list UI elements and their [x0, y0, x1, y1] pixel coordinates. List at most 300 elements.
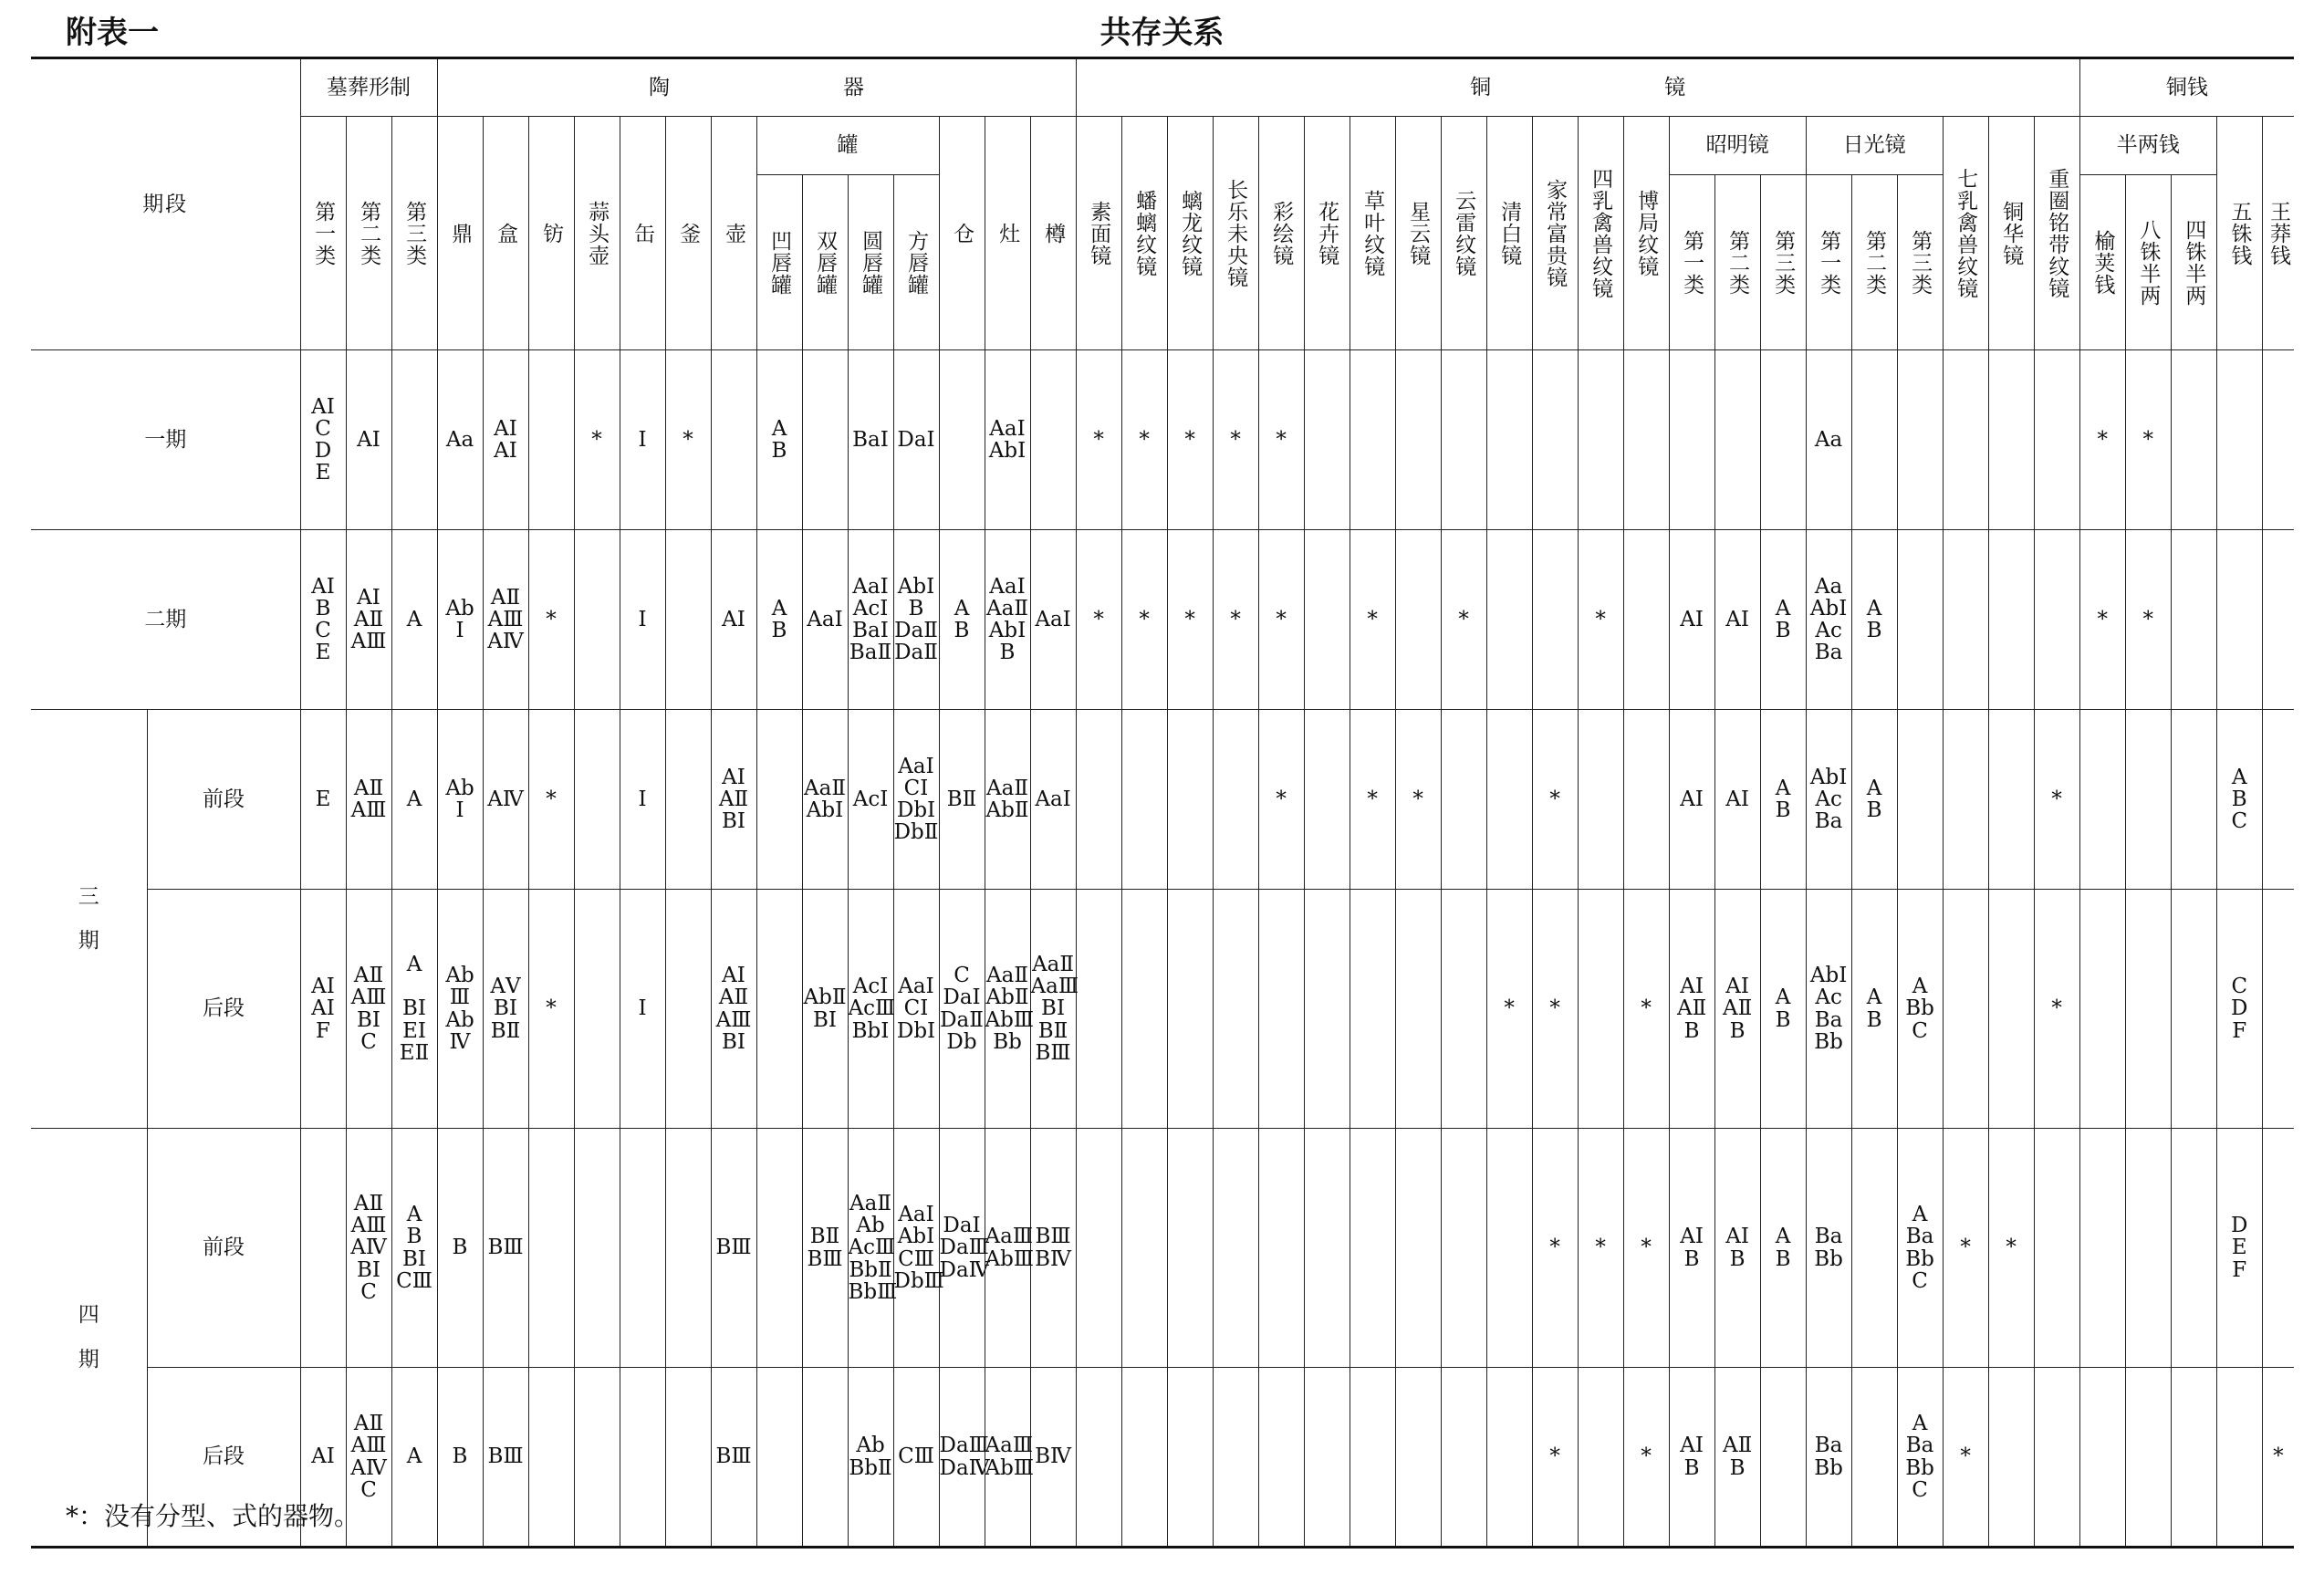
col-zun: 樽	[1030, 117, 1076, 350]
data-cell	[1943, 890, 1988, 1129]
data-cell: AaⅠ	[802, 530, 848, 710]
period-1-label: 一期	[31, 350, 300, 530]
data-cell	[2125, 890, 2171, 1129]
data-cell	[1258, 1368, 1304, 1548]
col-xingyun-mirror: 星云镜	[1395, 117, 1441, 350]
data-cell	[1213, 890, 1258, 1129]
data-cell	[2171, 530, 2216, 710]
data-cell	[2262, 890, 2294, 1129]
data-cell: *	[1578, 1129, 1623, 1368]
data-cell: DaⅠ DaⅢ DaⅣ	[939, 1129, 985, 1368]
data-cell: A	[391, 1368, 437, 1548]
data-cell: Ab Ⅰ	[437, 530, 483, 710]
col-riguang-2: 第二类	[1851, 175, 1897, 350]
data-cell: AaⅠ AcⅠ BaⅠ BaⅡ	[848, 530, 893, 710]
data-cell	[1350, 890, 1395, 1129]
data-cell: DaⅢ DaⅣ	[939, 1368, 985, 1548]
data-cell	[620, 1368, 665, 1548]
data-cell: BⅡ BⅢ	[802, 1129, 848, 1368]
col-sizhu-coin: 四铢半两	[2171, 175, 2216, 350]
data-cell: A	[391, 530, 437, 710]
col-tomb-3: 第三类	[391, 117, 437, 350]
data-cell: AⅠ	[346, 350, 391, 530]
data-cell	[1304, 1368, 1350, 1548]
period-3-early-label: 前段	[147, 710, 300, 890]
data-cell	[1988, 710, 2034, 890]
period-3-late-label: 后段	[147, 890, 300, 1129]
data-cell	[1897, 530, 1943, 710]
col-caoye-mirror: 草叶纹镜	[1350, 117, 1395, 350]
data-cell: AaⅠ AbⅠ	[985, 350, 1030, 530]
col-bazhu-coin: 八铢半两	[2125, 175, 2171, 350]
data-cell	[1441, 350, 1486, 530]
data-cell	[2216, 350, 2262, 530]
footnote: *：没有分型、式的器物。	[66, 1501, 360, 1531]
col-huahui-mirror: 花卉镜	[1304, 117, 1350, 350]
data-cell	[665, 890, 711, 1129]
data-cell: A BⅠ EⅠ EⅡ	[391, 890, 437, 1129]
data-cell	[665, 710, 711, 890]
col-siru-mirror: 四乳禽兽纹镜	[1578, 117, 1623, 350]
data-cell: *	[1076, 350, 1121, 530]
col-yunlei-mirror: 云雷纹镜	[1441, 117, 1486, 350]
data-cell: *	[528, 710, 574, 890]
data-cell: *	[1121, 350, 1167, 530]
data-cell: AⅡ AⅢ AⅣ BⅠ C	[346, 1129, 391, 1368]
data-cell	[1395, 350, 1441, 530]
data-cell: C DaⅠ DaⅡ Db	[939, 890, 985, 1129]
data-cell	[2034, 350, 2079, 530]
tomb-group-header: 墓葬形制	[300, 58, 437, 117]
data-cell	[574, 1368, 620, 1548]
data-cell: AⅠ	[711, 530, 756, 710]
data-cell: *	[1213, 530, 1258, 710]
data-cell	[1486, 1129, 1532, 1368]
data-cell: *	[2034, 890, 2079, 1129]
mirror-header-char-1: 铜	[1470, 75, 1492, 99]
data-cell: AbⅡ BⅠ	[802, 890, 848, 1129]
row-period-1	[31, 350, 2294, 530]
data-cell: AbⅠ Ac Ba Bb	[1806, 890, 1851, 1129]
data-cell: B	[437, 1129, 483, 1368]
data-cell	[1258, 1129, 1304, 1368]
data-cell: A	[391, 710, 437, 890]
pottery-header-char-2: 器	[843, 75, 865, 99]
data-cell: A B	[1760, 530, 1806, 710]
data-cell	[939, 350, 985, 530]
header-row-2	[31, 117, 2294, 175]
data-cell	[2171, 710, 2216, 890]
col-he: 盒	[483, 117, 528, 350]
data-cell	[1304, 710, 1350, 890]
data-cell: *	[1441, 530, 1486, 710]
data-cell	[2125, 1129, 2171, 1368]
data-cell: AⅠ AⅠ F	[300, 890, 346, 1129]
data-cell: B	[437, 1368, 483, 1548]
zhaoming-subgroup-header: 昭明镜	[1669, 117, 1806, 175]
col-riguang-1: 第一类	[1806, 175, 1851, 350]
data-cell	[620, 1129, 665, 1368]
data-cell	[802, 1368, 848, 1548]
period-4-label	[31, 1129, 147, 1548]
data-cell	[2079, 1129, 2125, 1368]
data-cell	[1441, 710, 1486, 890]
data-cell	[1167, 1129, 1213, 1368]
data-cell: *	[1532, 890, 1578, 1129]
data-cell: AaⅡ Ab AcⅢ BbⅡ BbⅢ	[848, 1129, 893, 1368]
data-cell	[1258, 890, 1304, 1129]
col-qingbai-mirror: 清白镜	[1486, 117, 1532, 350]
data-cell: *	[2079, 350, 2125, 530]
data-cell	[2171, 890, 2216, 1129]
col-zhaoming-3: 第三类	[1760, 175, 1806, 350]
data-cell	[1988, 530, 2034, 710]
data-cell	[1532, 530, 1578, 710]
data-cell	[2125, 1368, 2171, 1548]
data-cell	[2262, 1129, 2294, 1368]
data-cell: AⅠ B	[1669, 1129, 1714, 1368]
data-cell	[1897, 710, 1943, 890]
data-cell: AⅠ AⅡ B	[1714, 890, 1760, 1129]
data-cell	[1213, 1368, 1258, 1548]
col-chongquan-mirror: 重圈铭带纹镜	[2034, 117, 2079, 350]
data-cell	[1851, 350, 1897, 530]
data-cell: AⅡ AⅢ BⅠ C	[346, 890, 391, 1129]
data-cell: *	[1486, 890, 1532, 1129]
data-cell	[1851, 1129, 1897, 1368]
data-cell	[1030, 350, 1076, 530]
data-cell: AⅠ B	[1714, 1129, 1760, 1368]
data-cell: AⅠ AⅠ	[483, 350, 528, 530]
data-cell	[1076, 890, 1121, 1129]
data-cell	[1441, 1368, 1486, 1548]
data-cell	[2171, 1129, 2216, 1368]
col-hu: 壶	[711, 117, 756, 350]
data-cell: AaⅢ AbⅢ	[985, 1368, 1030, 1548]
data-cell: AⅠ	[1669, 710, 1714, 890]
data-cell: BⅢ	[711, 1129, 756, 1368]
data-cell: Ab BbⅡ	[848, 1368, 893, 1548]
data-cell: DaⅠ	[893, 350, 939, 530]
data-cell	[528, 1368, 574, 1548]
col-jiachang-mirror: 家常富贵镜	[1532, 117, 1578, 350]
data-cell: A B BⅠ CⅢ	[391, 1129, 437, 1368]
data-cell: Ba Bb	[1806, 1129, 1851, 1368]
row-period-4-early	[31, 1129, 2294, 1368]
data-cell: AaⅠ	[1030, 530, 1076, 710]
data-cell: AⅠ AⅡ AⅢ	[346, 530, 391, 710]
data-cell: AⅡ B	[1714, 1368, 1760, 1548]
data-cell	[665, 1129, 711, 1368]
data-cell	[2125, 710, 2171, 890]
col-sumian-mirror: 素面镜	[1076, 117, 1121, 350]
data-cell	[1350, 1129, 1395, 1368]
col-tomb-2: 第二类	[346, 117, 391, 350]
data-cell: AcⅠ	[848, 710, 893, 890]
data-cell: BⅢ	[711, 1368, 756, 1548]
data-cell: *	[1578, 530, 1623, 710]
data-cell	[1395, 530, 1441, 710]
data-cell: AaⅢ AbⅢ	[985, 1129, 1030, 1368]
data-cell: AaⅠ	[1030, 710, 1076, 890]
period-3-label	[31, 710, 147, 1129]
data-cell: E	[300, 710, 346, 890]
data-cell: AbⅠ Ac Ba	[1806, 710, 1851, 890]
data-cell: CⅢ	[893, 1368, 939, 1548]
data-cell: AaⅠ CⅠ DbⅠ DbⅡ	[893, 710, 939, 890]
data-cell	[1076, 1368, 1121, 1548]
data-cell: AⅠ B C E	[300, 530, 346, 710]
data-cell: AⅤ BⅠ BⅡ	[483, 890, 528, 1129]
data-cell	[574, 1129, 620, 1368]
data-cell: Aa	[1806, 350, 1851, 530]
data-cell: *	[1988, 1129, 2034, 1368]
data-cell	[711, 350, 756, 530]
col-ding: 鼎	[437, 117, 483, 350]
col-guan-shuangchun: 双唇罐	[802, 175, 848, 350]
period-4-early-label: 前段	[147, 1129, 300, 1368]
data-cell	[1441, 1129, 1486, 1368]
period-4-late-label: 后段	[147, 1368, 300, 1548]
data-cell	[1304, 1129, 1350, 1368]
data-cell	[1988, 890, 2034, 1129]
data-cell: *	[528, 530, 574, 710]
data-cell	[528, 350, 574, 530]
data-cell: AaⅠ CⅠ DbⅠ	[893, 890, 939, 1129]
data-cell: A B	[1851, 530, 1897, 710]
col-tonghua-mirror: 铜华镜	[1988, 117, 2034, 350]
period-4-char-2: 期	[78, 1347, 99, 1371]
data-cell: AⅡ AⅢ AⅣ C	[346, 1368, 391, 1548]
data-cell: AⅡ AⅢ	[346, 710, 391, 890]
data-cell	[1121, 1129, 1167, 1368]
data-cell	[2171, 350, 2216, 530]
data-cell	[391, 350, 437, 530]
riguang-subgroup-header: 日光镜	[1806, 117, 1943, 175]
data-cell: *	[1350, 710, 1395, 890]
data-cell	[1578, 710, 1623, 890]
data-cell	[1304, 530, 1350, 710]
data-cell: A B	[1760, 890, 1806, 1129]
col-wuzhu-coin: 五铢钱	[2216, 117, 2262, 350]
data-cell: BⅣ	[1030, 1368, 1076, 1548]
data-cell: A B	[1760, 1129, 1806, 1368]
data-cell: *	[2079, 530, 2125, 710]
col-guan-aochun: 凹唇罐	[756, 175, 802, 350]
data-cell	[1760, 350, 1806, 530]
period-3-char-2: 期	[78, 929, 99, 954]
data-cell: A B	[1851, 710, 1897, 890]
data-cell	[1623, 710, 1669, 890]
data-cell	[300, 1129, 346, 1368]
data-cell	[1395, 1368, 1441, 1548]
data-cell	[2171, 1368, 2216, 1548]
data-cell: BⅢ	[483, 1368, 528, 1548]
data-cell	[1121, 1368, 1167, 1548]
data-cell: *	[1213, 350, 1258, 530]
guan-subgroup-header: 罐	[756, 117, 939, 175]
data-cell	[2262, 350, 2294, 530]
row-period-2	[31, 530, 2294, 710]
data-cell: *	[2125, 530, 2171, 710]
data-cell	[1076, 1129, 1121, 1368]
data-cell	[1350, 350, 1395, 530]
data-cell	[528, 1129, 574, 1368]
data-cell	[2034, 530, 2079, 710]
data-cell: AaⅠ AaⅡ AbⅠ B	[985, 530, 1030, 710]
col-boju-mirror: 博局纹镜	[1623, 117, 1669, 350]
coin-group-header: 铜钱	[2079, 58, 2294, 117]
data-cell: Ⅰ	[620, 350, 665, 530]
data-cell	[756, 890, 802, 1129]
data-cell	[1213, 710, 1258, 890]
data-cell	[1486, 710, 1532, 890]
header-row-1	[31, 58, 2294, 117]
col-caihui-mirror: 彩绘镜	[1258, 117, 1304, 350]
data-cell	[1943, 710, 1988, 890]
col-guan-yuanchun: 圆唇罐	[848, 175, 893, 350]
pottery-header-char-1: 陶	[649, 75, 671, 99]
data-cell	[574, 530, 620, 710]
data-cell	[1714, 350, 1760, 530]
data-cell	[1532, 350, 1578, 530]
data-cell: *	[1258, 350, 1304, 530]
data-cell	[1167, 710, 1213, 890]
col-tomb-1: 第一类	[300, 117, 346, 350]
data-cell: A B	[756, 530, 802, 710]
data-cell	[1851, 1368, 1897, 1548]
data-cell	[1350, 1368, 1395, 1548]
data-cell: AcⅠ AcⅢ BbⅠ	[848, 890, 893, 1129]
data-cell: AaⅡ AbⅡ	[985, 710, 1030, 890]
data-cell	[1076, 710, 1121, 890]
data-cell: AaⅠ AbⅠ CⅢ DbⅢ	[893, 1129, 939, 1368]
col-suantouhu: 蒜头壶	[574, 117, 620, 350]
data-cell	[1578, 350, 1623, 530]
data-cell: Aa AbⅠ Ac Ba	[1806, 530, 1851, 710]
data-cell: AⅠ	[1714, 530, 1760, 710]
data-cell	[2079, 890, 2125, 1129]
data-cell: *	[1167, 530, 1213, 710]
data-cell	[574, 710, 620, 890]
col-fou: 缶	[620, 117, 665, 350]
data-cell	[1121, 890, 1167, 1129]
data-cell: A B	[1851, 890, 1897, 1129]
data-cell: AⅠ	[1669, 530, 1714, 710]
data-cell: BⅢ	[483, 1129, 528, 1368]
data-cell: *	[1532, 1368, 1578, 1548]
data-cell: *	[528, 890, 574, 1129]
col-wangmang-coin: 王莽钱	[2262, 117, 2294, 350]
coexistence-table	[31, 57, 2294, 1549]
data-cell: A B	[939, 530, 985, 710]
data-cell: A B	[756, 350, 802, 530]
data-cell: Ⅰ	[620, 530, 665, 710]
data-cell: Aa	[437, 350, 483, 530]
data-cell	[1167, 890, 1213, 1129]
data-cell: *	[1076, 530, 1121, 710]
coexistence-table-container	[31, 57, 2294, 1549]
data-cell: *	[665, 350, 711, 530]
data-cell	[1760, 1368, 1806, 1548]
period-3-char-1: 三	[78, 884, 99, 909]
data-cell: *	[1121, 530, 1167, 710]
data-cell: AaⅡ AbⅠ	[802, 710, 848, 890]
data-cell	[1623, 530, 1669, 710]
row-period-3-late	[31, 890, 2294, 1129]
data-cell: AⅡ AⅢ AⅣ	[483, 530, 528, 710]
data-cell: *	[1532, 710, 1578, 890]
data-cell: AⅠ B	[1669, 1368, 1714, 1548]
data-cell: Ⅰ	[620, 710, 665, 890]
data-cell	[802, 350, 848, 530]
data-cell: D E F	[2216, 1129, 2262, 1368]
col-changle-mirror: 长乐未央镜	[1213, 117, 1258, 350]
col-chilong-mirror: 螭龙纹镜	[1167, 117, 1213, 350]
data-cell	[2262, 710, 2294, 890]
data-cell: *	[1623, 890, 1669, 1129]
row-period-4-late	[31, 1368, 2294, 1548]
data-cell	[1988, 1368, 2034, 1548]
data-cell	[1121, 710, 1167, 890]
col-zhaoming-1: 第一类	[1669, 175, 1714, 350]
data-cell: Ab Ⅲ Ab Ⅳ	[437, 890, 483, 1129]
data-cell: A B C	[2216, 710, 2262, 890]
appendix-label: 附表一	[66, 15, 159, 51]
data-cell: AⅠ	[1714, 710, 1760, 890]
data-cell	[1213, 1129, 1258, 1368]
data-cell	[2216, 530, 2262, 710]
col-panchi-mirror: 蟠螭纹镜	[1121, 117, 1167, 350]
data-cell: A Ba Bb C	[1897, 1368, 1943, 1548]
data-cell: *	[1258, 530, 1304, 710]
data-cell	[2034, 1129, 2079, 1368]
data-cell: A Ba Bb C	[1897, 1129, 1943, 1368]
data-cell: C D F	[2216, 890, 2262, 1129]
data-cell: A B	[1760, 710, 1806, 890]
data-cell: *	[1943, 1129, 1988, 1368]
data-cell	[1669, 350, 1714, 530]
period-4-char-1: 四	[78, 1303, 99, 1328]
pottery-group-header	[437, 58, 1076, 117]
data-cell	[1897, 350, 1943, 530]
data-cell: AⅠ	[300, 1368, 346, 1548]
data-cell: *	[1623, 1368, 1669, 1548]
col-riguang-3: 第三类	[1897, 175, 1943, 350]
data-cell: AⅠ AⅡ B	[1669, 890, 1714, 1129]
data-cell	[1486, 350, 1532, 530]
data-cell: *	[2262, 1368, 2294, 1548]
data-cell	[665, 1368, 711, 1548]
col-zao: 灶	[985, 117, 1030, 350]
data-cell: *	[2125, 350, 2171, 530]
data-cell: BaⅠ	[848, 350, 893, 530]
col-yujia-coin: 榆荚钱	[2079, 175, 2125, 350]
data-cell: *	[2034, 710, 2079, 890]
data-cell	[1486, 530, 1532, 710]
banliang-subgroup-header: 半两钱	[2079, 117, 2216, 175]
data-cell	[756, 1129, 802, 1368]
data-cell: *	[574, 350, 620, 530]
data-cell	[1304, 350, 1350, 530]
data-cell	[1623, 350, 1669, 530]
data-cell	[1395, 1129, 1441, 1368]
mirror-group-header	[1076, 58, 2079, 117]
col-guan-fangchun: 方唇罐	[893, 175, 939, 350]
data-cell: BⅢ BⅣ	[1030, 1129, 1076, 1368]
data-cell: AⅣ	[483, 710, 528, 890]
data-cell: *	[1532, 1129, 1578, 1368]
